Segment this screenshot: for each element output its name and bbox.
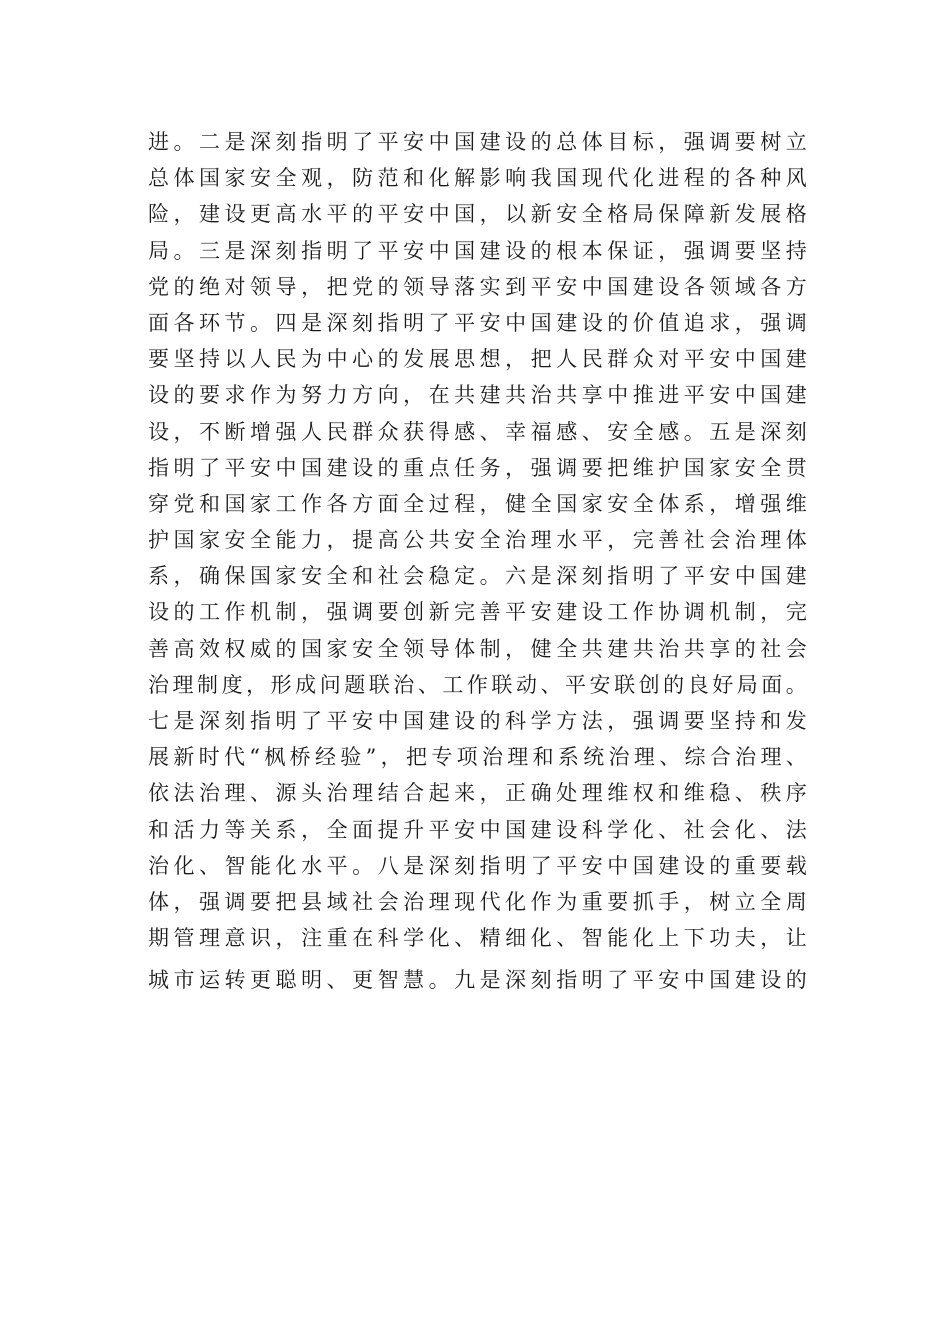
text-line: 面各环节。四是深刻指明了平安中国建设的价值追求，强调 bbox=[148, 310, 808, 335]
text-line: 穿党和国家工作各方面全过程，健全国家安全体系，增强维 bbox=[148, 491, 808, 516]
text-line: 系，确保国家安全和社会稳定。六是深刻指明了平安中国建 bbox=[148, 564, 808, 589]
text-line: 依法治理、源头治理结合起来，正确处理维权和维稳、秩序 bbox=[148, 781, 808, 806]
text-line: 七是深刻指明了平安中国建设的科学方法，强调要坚持和发 bbox=[148, 709, 808, 733]
text-line: 总体国家安全观，防范和化解影响我国现代化进程的各种风 bbox=[148, 166, 808, 191]
text-line: 要坚持以人民为中心的发展思想，把人民群众对平安中国建 bbox=[148, 347, 808, 372]
text-line: 体，强调要把县域社会治理现代化作为重要抓手，树立全周 bbox=[148, 889, 808, 914]
text-line: 设的要求作为努力方向，在共建共治共享中推进平安中国建 bbox=[148, 383, 808, 408]
text-line: 和活力等关系，全面提升平安中国建设科学化、社会化、法 bbox=[148, 817, 808, 842]
text-line: 展新时代“枫桥经验”，把专项治理和系统治理、综合治理、 bbox=[148, 745, 808, 770]
text-line: 设，不断增强人民群众获得感、幸福感、安全感。五是深刻 bbox=[148, 419, 808, 444]
text-line: 善高效权威的国家安全领导体制，健全共建共治共享的社会 bbox=[148, 636, 808, 661]
text-line: 局。三是深刻指明了平安中国建设的根本保证，强调要坚持 bbox=[148, 238, 808, 263]
text-line: 城市运转更聪明、更智慧。九是深刻指明了平安中国建设的 bbox=[148, 968, 808, 993]
text-line: 治化、智能化水平。八是深刻指明了平安中国建设的重要载 bbox=[148, 853, 808, 878]
text-line: 设的工作机制，强调要创新完善平安建设工作协调机制，完 bbox=[148, 600, 808, 625]
text-line: 进。二是深刻指明了平安中国建设的总体目标，强调要树立 bbox=[148, 130, 808, 154]
text-line: 指明了平安中国建设的重点任务，强调要把维护国家安全贯 bbox=[148, 455, 808, 480]
text-line: 护国家安全能力，提高公共安全治理水平，完善社会治理体 bbox=[148, 528, 808, 553]
text-line: 险，建设更高水平的平安中国，以新安全格局保障新发展格 bbox=[148, 202, 808, 227]
text-line: 治理制度，形成问题联治、工作联动、平安联创的良好局面。 bbox=[148, 672, 808, 697]
body-paragraph bbox=[148, 124, 808, 999]
text-line: 党的绝对领导，把党的领导落实到平安中国建设各领域各方 bbox=[148, 274, 808, 299]
text-line: 期管理意识，注重在科学化、精细化、智能化上下功夫，让 bbox=[148, 926, 808, 951]
